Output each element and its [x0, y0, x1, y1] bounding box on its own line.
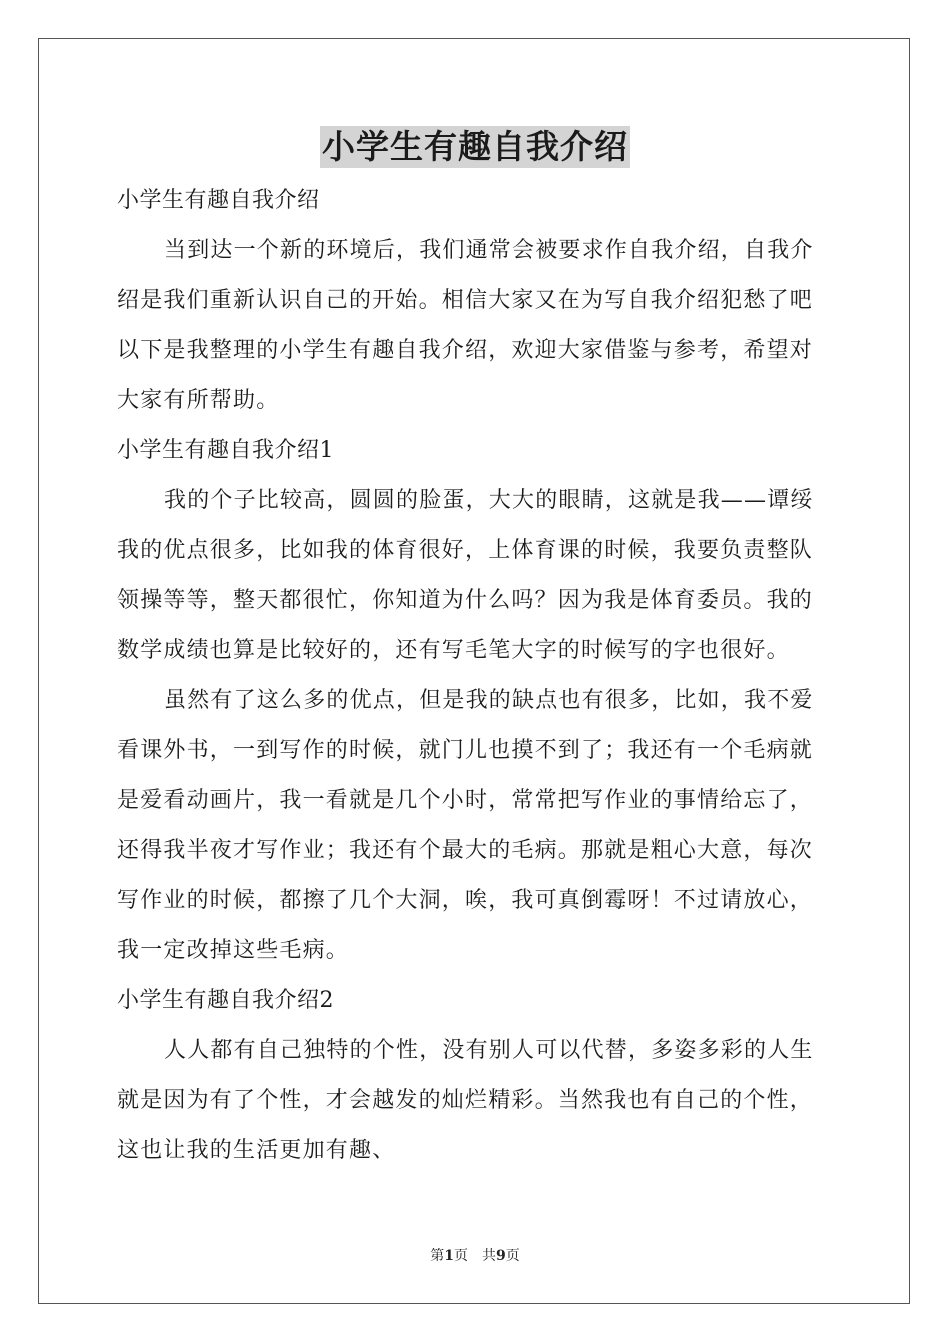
text-line: 就是因为有了个性，才会越发的灿烂精彩。当然我也有自己的个性，	[117, 1088, 814, 1113]
document-title: 小学生有趣自我介绍	[322, 127, 628, 166]
page-number: 1	[444, 1248, 454, 1264]
text-line: 我一定改掉这些毛病。	[117, 938, 350, 963]
section-heading: 小学生有趣自我介绍1	[117, 438, 334, 463]
total-label-suffix: 页	[505, 1248, 520, 1264]
text-line: 绍是我们重新认识自己的开始。相信大家又在为写自我介绍犯愁了吧	[117, 288, 814, 313]
text-line: 我的个子比较高，圆圆的脸蛋，大大的眼睛，这就是我——谭绥	[164, 488, 814, 513]
text-line: 人人都有自己独特的个性，没有别人可以代替，多姿多彩的人生	[164, 1038, 814, 1063]
section-heading: 小学生有趣自我介绍	[117, 188, 320, 213]
text-line: 是爱看动画片，我一看就是几个小时，常常把写作业的事情给忘了，	[117, 788, 814, 813]
page-label-prefix: 第	[430, 1248, 445, 1264]
section-heading: 小学生有趣自我介绍2	[117, 988, 334, 1013]
total-pages: 9	[496, 1248, 506, 1264]
text-line: 还得我半夜才写作业；我还有个最大的毛病。那就是粗心大意，每次	[117, 838, 814, 863]
total-label-prefix: 共	[482, 1248, 496, 1264]
text-line: 数学成绩也算是比较好的，还有写毛笔大字的时候写的字也很好。	[117, 638, 790, 663]
text-line: 看课外书，一到写作的时候，就门儿也摸不到了；我还有一个毛病就	[117, 738, 814, 763]
text-line: 这也让我的生活更加有趣、	[117, 1138, 396, 1163]
text-line: 虽然有了这么多的优点，但是我的缺点也有很多，比如，我不爱	[164, 688, 814, 713]
text-line: 大家有所帮助。	[117, 388, 280, 413]
text-line: 以下是我整理的小学生有趣自我介绍，欢迎大家借鉴与参考，希望对	[117, 338, 814, 363]
page-label-suffix: 页	[454, 1248, 468, 1264]
text-line: 我的优点很多，比如我的体育很好，上体育课的时候，我要负责整队	[117, 538, 814, 563]
text-line: 写作业的时候，都擦了几个大洞，唉，我可真倒霉呀！不过请放心，	[117, 888, 814, 913]
text-line: 领操等等，整天都很忙，你知道为什么吗？因为我是体育委员。我的	[117, 588, 814, 613]
document-body	[117, 176, 833, 1176]
page-footer	[0, 1246, 950, 1266]
title-container	[0, 126, 950, 168]
text-line: 当到达一个新的环境后，我们通常会被要求作自我介绍，自我介	[164, 238, 814, 263]
